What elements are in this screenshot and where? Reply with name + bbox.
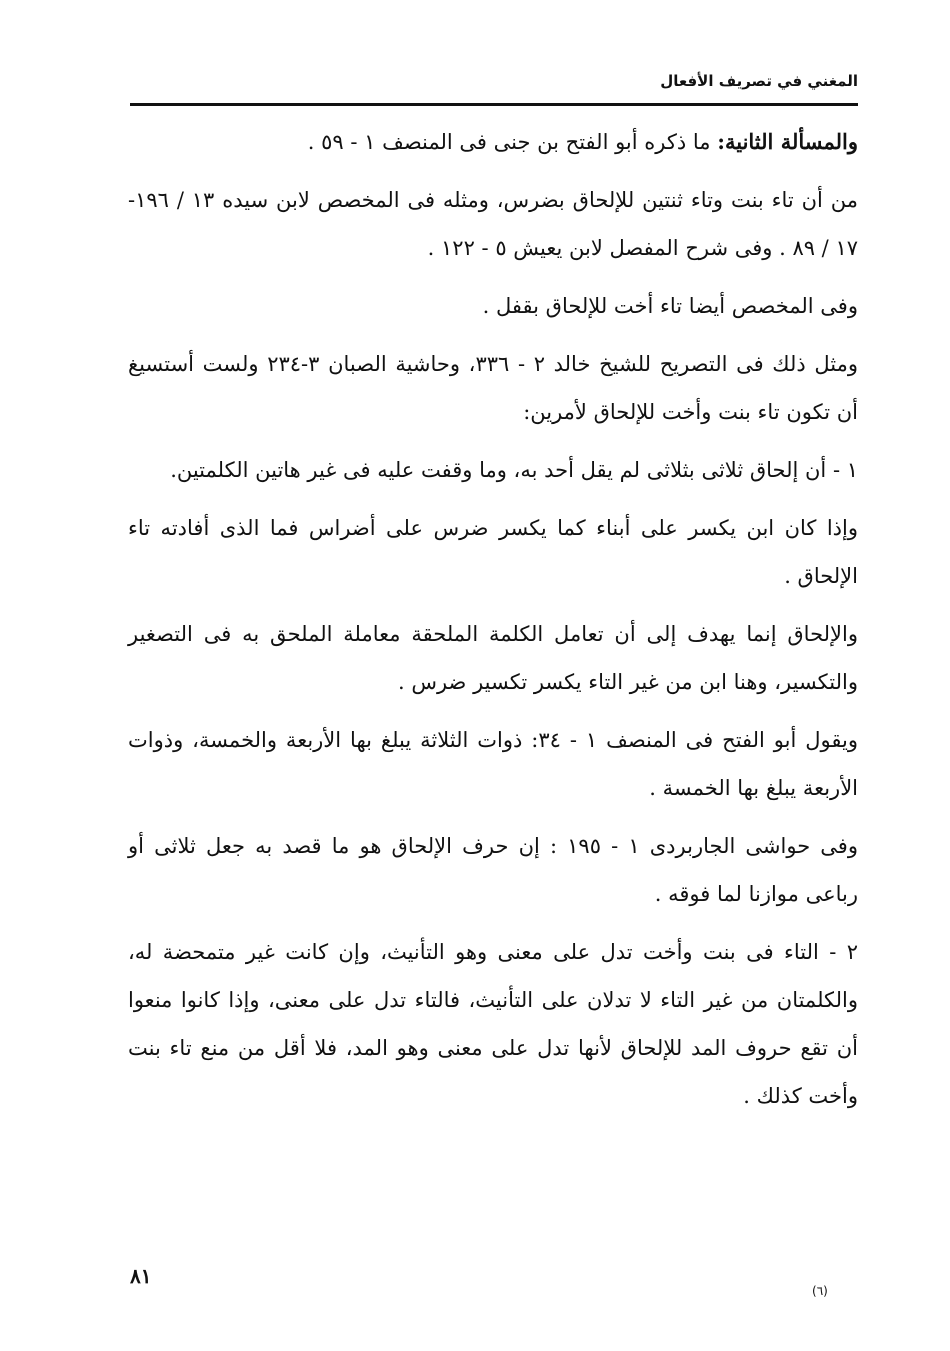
signature-mark: (٦) [812,1284,828,1298]
paragraph-text: من أن تاء بنت وتاء ثنتين للإلحاق بضرس، ومثله فى المخصص لابن سيده ١٣ / ١٩٦- ١٧ / ٨٩ . وفى شرح المفصل لابن يعيش ٥ - ١٢٢ . [128,188,858,260]
paragraph-7 [128,610,858,706]
paragraph-text: وإذا كان ابن يكسر على أبناء كما يكسر ضرس على أضراس فما الذى أفادته تاء الإلحاق . [128,516,858,588]
paragraph-lead: والمسألة الثانية: [717,129,858,154]
page-body [128,118,858,1130]
header-rule [130,103,858,106]
page-number: ٨١ [130,1264,152,1288]
paragraph-text: وفى حواشى الجاربردى ١ - ١٩٥ : إن حرف الإلحاق هو ما قصد به جعل ثلاثى أو رباعى موازنا لما فوقه . [128,834,858,906]
paragraph-2 [128,176,858,272]
paragraph-text: ومثل ذلك فى التصريح للشيخ خالد ٢ - ٣٣٦، وحاشية الصبان ٣-٢٣٤ ولست أستسيغ أن تكون تاء بنت وأخت للإلحاق لأمرين: [128,352,859,424]
paragraph-8 [128,716,858,812]
paragraph-4 [128,340,858,436]
paragraph-text: ويقول أبو الفتح فى المنصف ١ - ٣٤: ذوات الثلاثة يبلغ بها الأربعة والخمسة، وذوات الأربعة يبلغ بها الخمسة . [128,728,858,800]
paragraph-5 [128,446,858,494]
paragraph-text: ٢ - التاء فى بنت وأخت تدل على معنى وهو التأنيث، وإن كانت غير متمحضة له، والكلمتان من غير التاء لا تدلان على التأنيث، فالتاء تدل على معنى، وإذا كانوا منعوا أن تقع حروف المد للإلحاق لأنها تدل على معنى وهو المد، فلا أقل من منع تاء بنت وأخت كذلك . [128,940,858,1108]
paragraph-text: والإلحاق إنما يهدف إلى أن تعامل الكلمة الملحقة معاملة الملحق به فى التصغير والتكسير، وهنا ابن من غير التاء يكسر تكسير ضرس . [128,622,858,694]
paragraph-text: وفى المخصص أيضا تاء أخت للإلحاق بقفل . [482,294,858,318]
paragraph-10 [128,928,858,1120]
paragraph-6 [128,504,858,600]
paragraph-text: ما ذكره أبو الفتح بن جنى فى المنصف ١ - ٥٩ . [307,130,718,154]
running-header-title: المغني في تصريف الأفعال [660,72,858,90]
paragraph-9 [128,822,858,918]
paragraph-3 [128,282,858,330]
paragraph-text: ١ - أن إلحاق ثلاثى بثلاثى لم يقل أحد به، وما وقفت عليه فى غير هاتين الكلمتين. [170,458,858,482]
paragraph-1 [128,118,858,166]
